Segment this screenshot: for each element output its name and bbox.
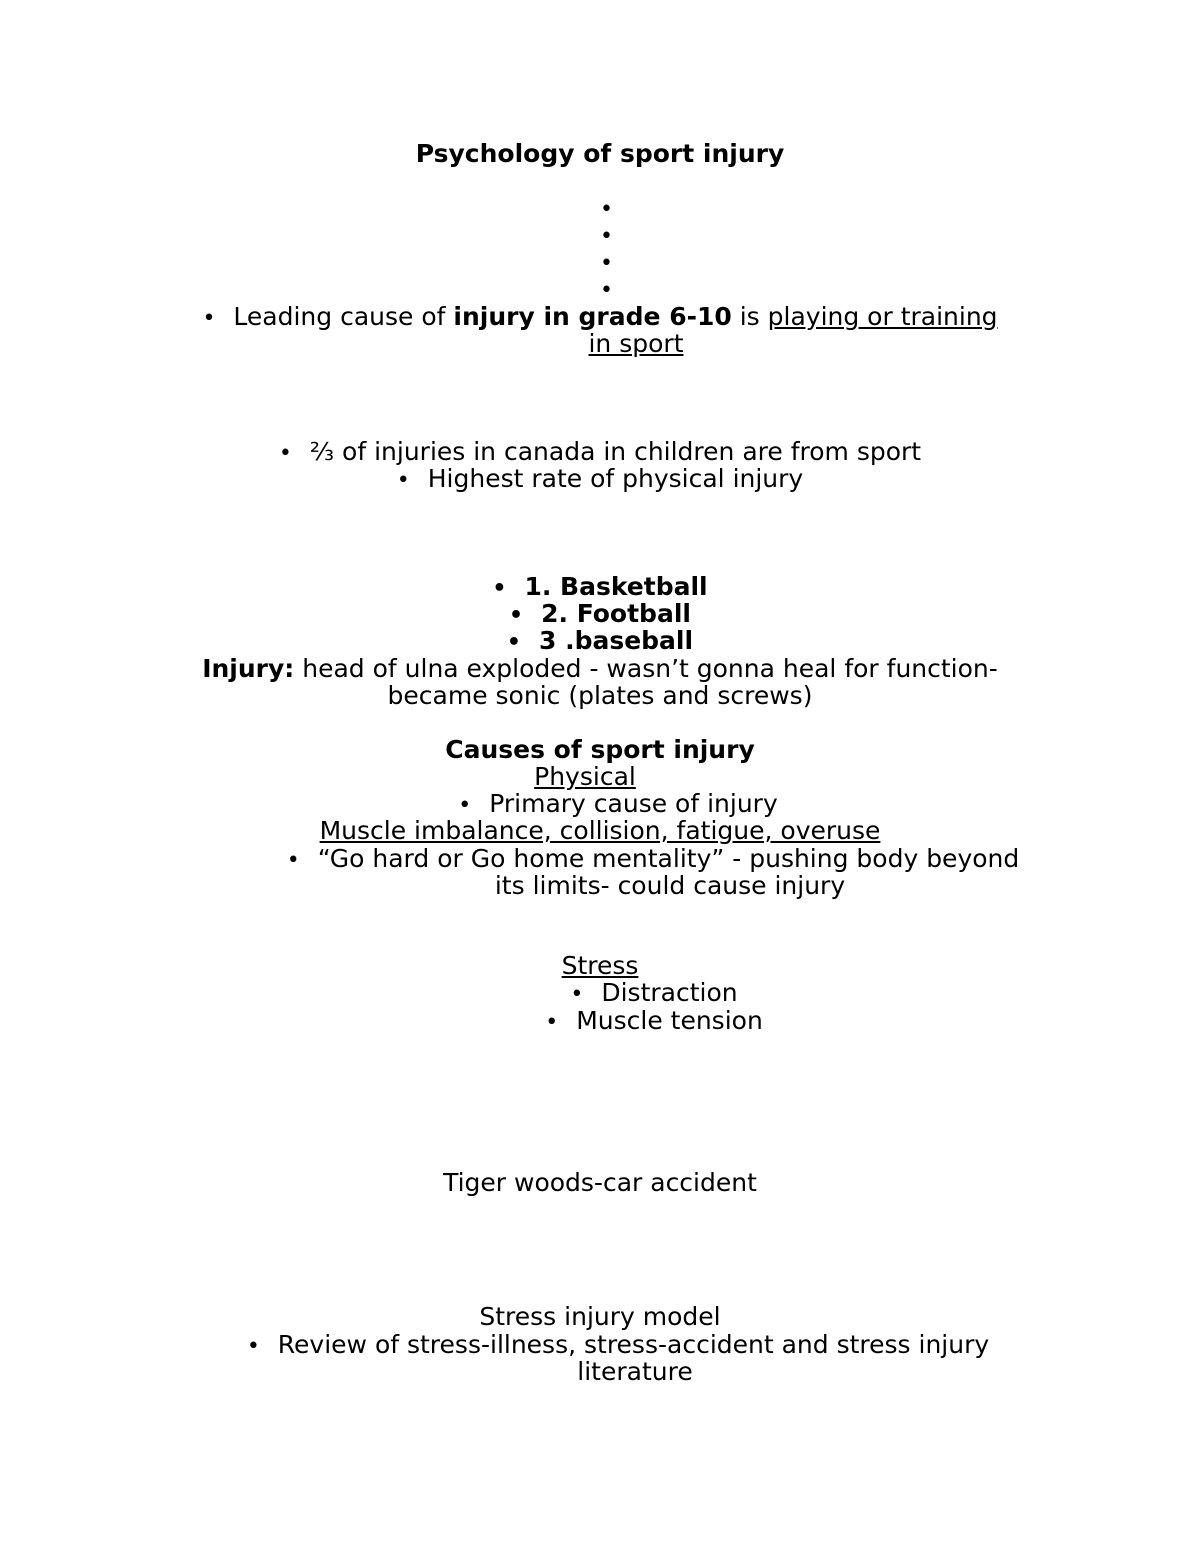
fact-two-thirds: • ⅔ of injuries in canada in children are from sport	[0, 438, 1200, 467]
leading-cause-line	[0, 303, 1200, 332]
mentality-line-2: its limits- could cause injury	[494, 871, 846, 900]
sport-item: • 3 .baseball	[0, 627, 1200, 656]
leading-mid: is	[731, 302, 768, 331]
leading-text: Leading cause of	[233, 302, 454, 331]
leading-underline: playing or training	[767, 302, 998, 331]
injury-text: head of ulna exploded - wasn’t gonna heal for function-	[294, 654, 998, 683]
sport-item: • 2. Football	[0, 600, 1200, 629]
leading-cause-continuation: in sport	[588, 329, 684, 358]
primary-cause: • Primary cause of injury	[18, 790, 1200, 819]
leading-bold: injury in grade 6-10	[453, 302, 732, 331]
empty-bullet: •	[600, 197, 613, 222]
sport-item: • 1. Basketball	[0, 573, 1200, 602]
empty-bullet: •	[600, 224, 613, 249]
stress-item: • Distraction	[54, 979, 1200, 1008]
empty-bullet: •	[600, 278, 613, 303]
stress-injury-model-heading: Stress injury model	[479, 1302, 721, 1331]
stress-heading: Stress	[561, 951, 639, 980]
stress-item: • Muscle tension	[54, 1007, 1200, 1036]
page-title: Psychology of sport injury	[415, 139, 785, 168]
physical-heading: Physical	[534, 762, 636, 791]
causes-heading: Causes of sport injury	[445, 735, 755, 764]
cause-types: Muscle imbalance, collision, fatigue, overuse	[319, 816, 881, 845]
injury-line	[0, 655, 1200, 682]
model-review-2: literature	[577, 1357, 693, 1386]
tiger-woods-note: Tiger woods-car accident	[443, 1168, 757, 1197]
empty-bullet: •	[600, 251, 613, 276]
fact-highest-rate: • Highest rate of physical injury	[0, 465, 1200, 494]
model-review: • Review of stress-illness, stress-accident and stress injury	[18, 1331, 1200, 1360]
mentality-line: • “Go hard or Go home mentality” - pushing body beyond	[53, 845, 1200, 874]
injury-label: Injury:	[202, 654, 295, 683]
injury-line-2: became sonic (plates and screws)	[387, 681, 813, 710]
